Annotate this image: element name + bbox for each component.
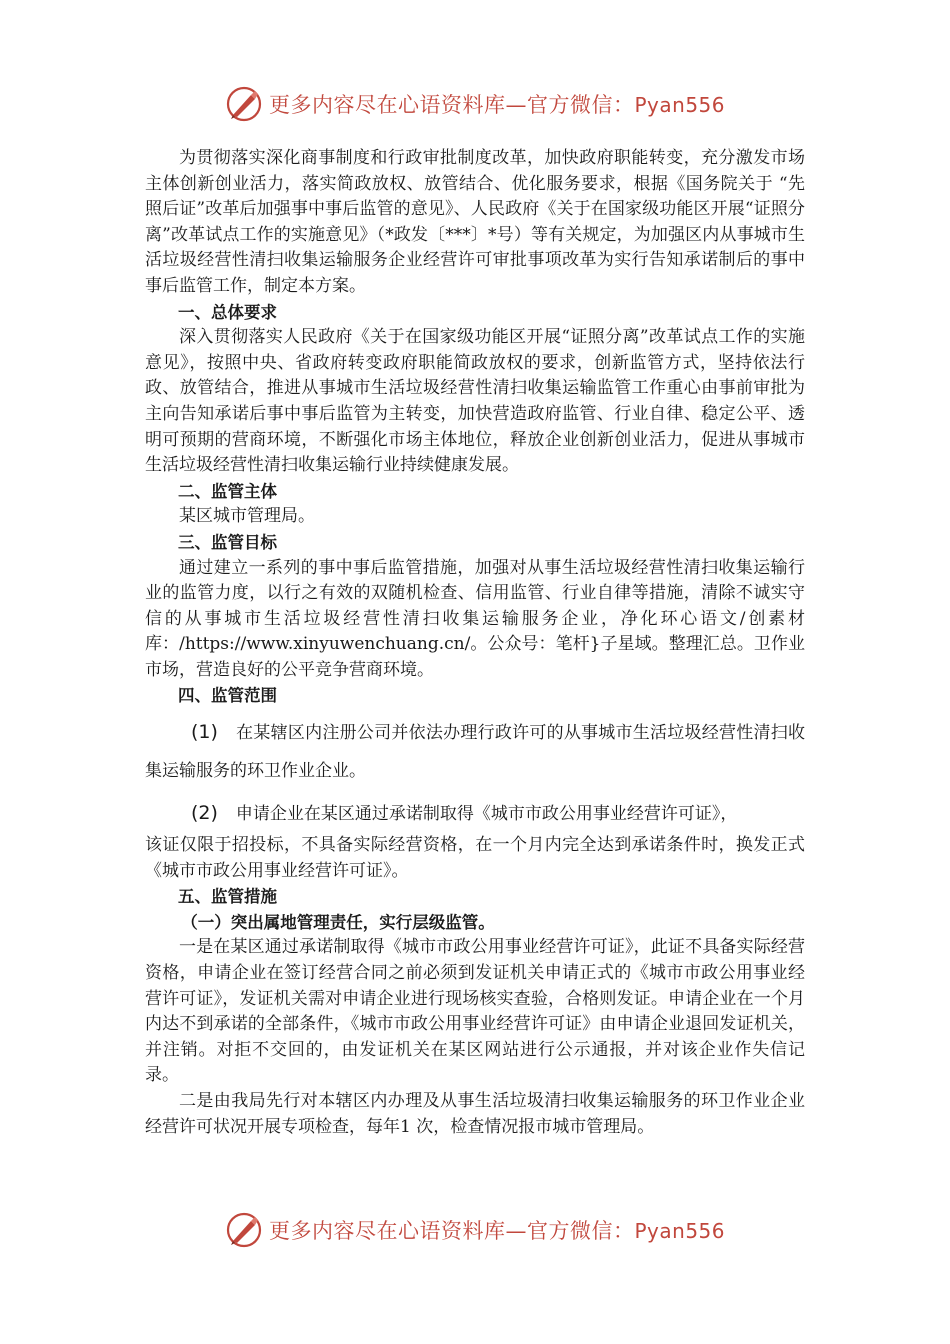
document-body bbox=[145, 146, 805, 1140]
intro-paragraph: 为贯彻落实深化商事制度和行政审批制度改革，加快政府职能转变，充分激发市场主体创新创业活力，落实简政放权、放管结合、优化服务要求，根据《国务院关于 “先照后证”改革后加强事中事后监管的意见》、人民政府《关于在国家级功能区开展“证照分离”改革试点工作的实施意见》（*政发〔***〕*号）等有关规定，为加强区内从事城市生活垃圾经营性清扫收集运输服务企业经营许可审批事项改革为实行告知承诺制后的事中事后监管工作，制定本方案。 bbox=[145, 148, 805, 296]
scope-item-2-continuation: 该证仅限于招投标，不具备实际经营资格，在一个月内完全达到承诺条件时，换发正式《城市市政公用事业经营许可证》。 bbox=[145, 835, 805, 881]
section-2-body: 某区城市管理局。 bbox=[179, 506, 315, 527]
section-2-heading: 二、监管主体 bbox=[178, 481, 277, 501]
section-5-heading: 五、监管措施 bbox=[178, 887, 277, 907]
scope-item-2 bbox=[145, 794, 805, 833]
section-1-heading: 一、总体要求 bbox=[178, 302, 277, 322]
section-4-heading: 四、监管范围 bbox=[178, 686, 277, 706]
scope-item-1-number: (1) bbox=[191, 721, 218, 744]
scope-item-1-text: 在某辖区内注册公司并依法办理行政许可的从事城市生活垃圾经营性清扫收集运输服务的环卫作业企业。 bbox=[145, 723, 805, 782]
section-1-body: 深入贯彻落实人民政府《关于在国家级功能区开展“证照分离”改革试点工作的实施意见》，按照中央、省政府转变政府职能简政放权的要求，创新监管方式，坚持依法行政、放管结合，推进从事城市生活垃圾经营性清扫收集运输监管工作重心由事前审批为主向告知承诺后事中事后监管为主转变，加快营造政府监管、行业自律、稳定公平、透明可预期的营商环境，不断强化市场主体地位，释放企业创新创业活力，促进从事城市生活垃圾经营性清扫收集运输行业持续健康发展。 bbox=[145, 327, 805, 476]
banner-text: 更多内容尽在心语资料库—官方微信：Pyan556 bbox=[268, 93, 725, 117]
footer-banner bbox=[0, 1208, 950, 1252]
section-3-heading: 三、监管目标 bbox=[178, 532, 277, 552]
measure-paragraph-2: 二是由我局先行对本辖区内办理及从事生活垃圾清扫收集运输服务的环卫作业企业经营许可状况开展专项检查，每年1 次，检查情况报市城市管理局。 bbox=[145, 1091, 805, 1137]
banner-wechat: Pyan556 bbox=[634, 93, 725, 117]
scope-item-2-text: 申请企业在某区通过承诺制取得《城市市政公用事业经营许可证》， bbox=[235, 804, 738, 825]
header-banner bbox=[0, 82, 950, 126]
scope-item-1 bbox=[145, 713, 805, 790]
footer-banner-wechat: Pyan556 bbox=[634, 1219, 725, 1243]
section-5-subheading-1: （一）突出属地管理责任，实行层级监管。 bbox=[181, 912, 495, 932]
scope-item-2-number: (2) bbox=[191, 802, 218, 825]
footer-banner-text: 更多内容尽在心语资料库—官方微信：Pyan556 bbox=[268, 1219, 725, 1243]
measure-paragraph-1: 一是在某区通过承诺制取得《城市市政公用事业经营许可证》，此证不具备实际经营资格，申请企业在签订经营合同之前必须到发证机关申请正式的《城市市政公用事业经营许可证》，发证机关需对申请企业进行现场核实查验，合格则发证。申请企业在一个月内达不到承诺的全部条件，《城市市政公用事业经营许可证》由申请企业退回发证机关，并注销。对拒不交回的，由发证机关在某区网站进行公示通报，并对该企业作失信记录。 bbox=[145, 937, 805, 1086]
pen-logo-icon bbox=[225, 1211, 263, 1249]
section-3-body: 通过建立一系列的事中事后监管措施，加强对从事生活垃圾经营性清扫收集运输行业的监管力度，以行之有效的双随机检查、信用监管、行业自律等措施，清除不诚实守信的从事城市生活垃圾经营性清扫收集运输服务企业，净化环心语文/创素材库：/https://www.xinyuwenchuang.cn/。公众号：笔杆}子星域。整理汇总。卫作业市场，营造良好的公平竞争营商环境。 bbox=[145, 557, 805, 680]
pen-logo-icon bbox=[225, 85, 263, 123]
